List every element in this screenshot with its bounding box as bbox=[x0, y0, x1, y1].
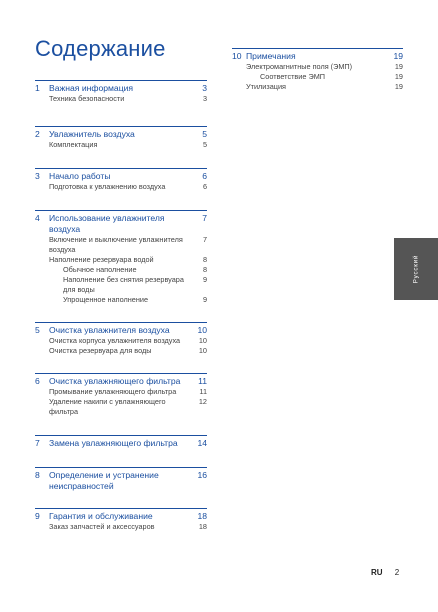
toc-left-column bbox=[35, 80, 207, 532]
entry-title: Включение и выключение увлажнителя воздуха bbox=[49, 235, 183, 254]
toc-section-heading[interactable] bbox=[35, 129, 207, 140]
entry-page: 12 bbox=[198, 397, 207, 406]
entry-page: 10 bbox=[198, 346, 207, 355]
section-number: 9 bbox=[35, 511, 40, 521]
section-title: Очистка увлажняющего фильтра bbox=[49, 376, 181, 386]
toc-entry[interactable] bbox=[35, 235, 207, 255]
section-page: 11 bbox=[198, 376, 207, 386]
entry-title: Утилизация bbox=[246, 82, 286, 91]
toc-section-heading[interactable] bbox=[35, 83, 207, 94]
entry-page: 19 bbox=[394, 62, 403, 71]
entry-page: 9 bbox=[202, 295, 207, 304]
entry-page: 9 bbox=[202, 275, 207, 284]
toc-section-heading[interactable] bbox=[35, 438, 207, 449]
toc-entry[interactable] bbox=[232, 82, 403, 92]
section-number: 8 bbox=[35, 470, 40, 480]
section-title: Замена увлажняющего фильтра bbox=[49, 438, 178, 448]
toc-entry[interactable] bbox=[35, 346, 207, 356]
entry-page: 7 bbox=[202, 235, 207, 244]
section-page: 5 bbox=[202, 129, 207, 139]
entry-page: 10 bbox=[198, 336, 207, 345]
toc-section-heading[interactable] bbox=[35, 171, 207, 182]
entry-title: Наполнение резервуара водой bbox=[49, 255, 154, 264]
toc-section-heading[interactable] bbox=[232, 51, 403, 62]
section-page: 19 bbox=[393, 51, 403, 61]
entry-page: 3 bbox=[202, 94, 207, 103]
toc-entry[interactable] bbox=[35, 387, 207, 397]
section-page: 16 bbox=[197, 470, 207, 480]
section-number: 2 bbox=[35, 129, 40, 139]
section-title: Начало работы bbox=[49, 171, 111, 181]
language-side-tab bbox=[394, 238, 438, 300]
section-page: 7 bbox=[202, 213, 207, 223]
toc-section-heading[interactable] bbox=[35, 470, 207, 492]
toc-section bbox=[35, 168, 207, 192]
page-number: 2 bbox=[394, 568, 400, 577]
toc-section bbox=[35, 322, 207, 356]
toc-section-heading[interactable] bbox=[35, 511, 207, 522]
toc-entry[interactable] bbox=[35, 265, 207, 275]
page-title: Содержание bbox=[35, 36, 166, 61]
toc-section bbox=[35, 80, 207, 104]
toc-section bbox=[35, 373, 207, 417]
entry-title: Комплектация bbox=[49, 140, 98, 149]
section-number: 1 bbox=[35, 83, 40, 93]
toc-section-heading[interactable] bbox=[35, 325, 207, 336]
toc-section bbox=[35, 467, 207, 492]
entry-page: 8 bbox=[202, 255, 207, 264]
toc-section bbox=[35, 126, 207, 150]
entry-page: 11 bbox=[199, 387, 207, 396]
section-page: 3 bbox=[202, 83, 207, 93]
toc-entry[interactable] bbox=[35, 275, 207, 295]
entry-title: Обычное наполнение bbox=[63, 265, 137, 274]
entry-title: Наполнение без снятия резервуара для воды bbox=[63, 275, 184, 294]
language-code: RU bbox=[371, 568, 383, 577]
toc-entry[interactable] bbox=[232, 62, 403, 72]
section-number: 3 bbox=[35, 171, 40, 181]
toc-section bbox=[35, 508, 207, 532]
toc-entry[interactable] bbox=[35, 140, 207, 150]
entry-page: 5 bbox=[202, 140, 207, 149]
section-title: Использование увлажнителя воздуха bbox=[49, 213, 165, 234]
entry-page: 18 bbox=[198, 522, 207, 531]
entry-title: Заказ запчастей и аксессуаров bbox=[49, 522, 155, 531]
section-page: 14 bbox=[197, 438, 207, 448]
toc-right-column bbox=[232, 48, 403, 92]
entry-title: Очистка резервуара для воды bbox=[49, 346, 152, 355]
section-number: 5 bbox=[35, 325, 40, 335]
entry-title: Очистка корпуса увлажнителя воздуха bbox=[49, 336, 181, 345]
entry-title: Электромагнитные поля (ЭМП) bbox=[246, 62, 353, 71]
entry-title: Упрощенное наполнение bbox=[63, 295, 149, 304]
toc-entry[interactable] bbox=[232, 72, 403, 82]
toc-entry[interactable] bbox=[35, 255, 207, 265]
toc-entry[interactable] bbox=[35, 94, 207, 104]
entry-title: Подготовка к увлажнению воздуха bbox=[49, 182, 166, 191]
section-title: Гарантия и обслуживание bbox=[49, 511, 153, 521]
toc-section bbox=[35, 210, 207, 305]
entry-title: Техника безопасности bbox=[49, 94, 125, 103]
section-title: Увлажнитель воздуха bbox=[49, 129, 135, 139]
entry-page: 8 bbox=[202, 265, 207, 274]
toc-entry[interactable] bbox=[35, 522, 207, 532]
section-number: 7 bbox=[35, 438, 40, 448]
entry-title: Удаление накипи с увлажняющего фильтра bbox=[49, 397, 166, 416]
entry-title: Промывание увлажняющего фильтра bbox=[49, 387, 177, 396]
section-title: Очистка увлажнителя воздуха bbox=[49, 325, 170, 335]
section-page: 18 bbox=[197, 511, 207, 521]
toc-section bbox=[35, 435, 207, 449]
section-number: 10 bbox=[232, 51, 242, 61]
section-title: Важная информация bbox=[49, 83, 134, 93]
entry-page: 19 bbox=[394, 82, 403, 91]
toc-section-heading[interactable] bbox=[35, 376, 207, 387]
page-footer bbox=[371, 568, 399, 577]
section-title: Примечания bbox=[246, 51, 296, 61]
entry-page: 6 bbox=[202, 182, 207, 191]
side-tab-label: Русский bbox=[412, 254, 420, 284]
section-title: Определение и устранение неисправностей bbox=[49, 470, 159, 491]
section-page: 6 bbox=[202, 171, 207, 181]
toc-entry[interactable] bbox=[35, 295, 207, 305]
entry-title: Соответствие ЭМП bbox=[260, 72, 326, 81]
section-number: 4 bbox=[35, 213, 40, 223]
toc-entry[interactable] bbox=[35, 182, 207, 192]
section-number: 6 bbox=[35, 376, 40, 386]
toc-entry[interactable] bbox=[35, 397, 207, 417]
toc-section-heading[interactable] bbox=[35, 213, 207, 235]
entry-page: 19 bbox=[394, 72, 403, 81]
toc-section bbox=[232, 48, 403, 92]
section-page: 10 bbox=[197, 325, 207, 335]
toc-entry[interactable] bbox=[35, 336, 207, 346]
